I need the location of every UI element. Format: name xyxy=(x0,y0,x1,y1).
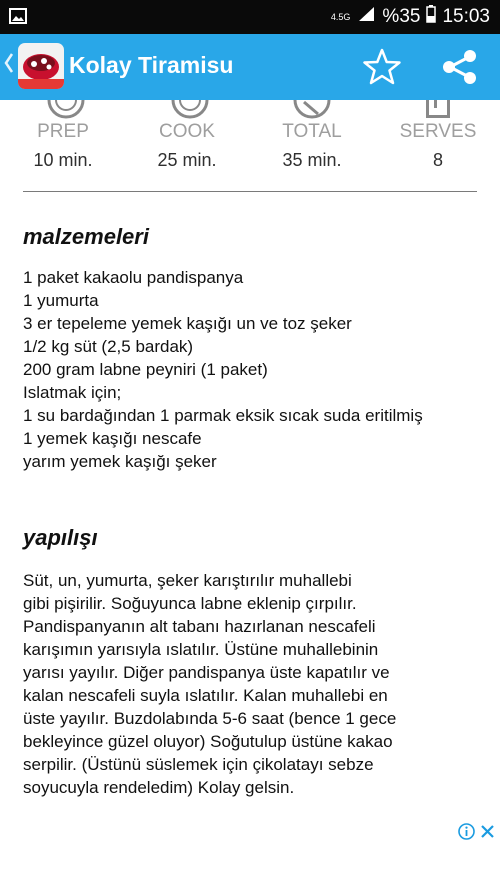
stat-label: SERVES xyxy=(399,121,477,142)
app-logo[interactable] xyxy=(18,43,64,89)
ingredient-line: 1 yumurta xyxy=(23,291,99,310)
direction-line: üste yayılır. Buzdolabında 5-6 saat (bence 1 gece xyxy=(23,709,397,728)
ingredient-line: 1/2 kg süt (2,5 bardak) xyxy=(23,337,194,356)
ingredients-list xyxy=(23,266,478,473)
ingredient-line: 1 paket kakaolu pandispanya xyxy=(23,268,244,287)
direction-line: soyucuyla rendeledim) Kolay gelsin. xyxy=(23,778,295,797)
ingredient-line: Islatmak için; xyxy=(23,383,122,402)
stat-label: PREP xyxy=(37,121,89,142)
stat-total xyxy=(252,121,372,171)
divider xyxy=(23,191,477,192)
battery-level: %35 xyxy=(382,6,421,27)
direction-line: kalan nescafeli suyla ıslatılır. Kalan muhallebi en xyxy=(23,686,388,705)
stat-prep xyxy=(3,121,123,171)
gallery-icon xyxy=(9,8,27,29)
share-icon[interactable] xyxy=(442,50,478,89)
stat-value: 8 xyxy=(432,150,443,170)
back-arrow-icon[interactable] xyxy=(4,52,14,80)
stat-value: 25 min. xyxy=(157,150,217,170)
network-type: 4.5G xyxy=(330,11,351,22)
stat-label: COOK xyxy=(159,121,215,142)
ingredient-line: yarım yemek kaşığı şeker xyxy=(23,452,217,471)
stat-value: 10 min. xyxy=(33,150,93,170)
clock: 15:03 xyxy=(442,6,490,27)
stat-cook xyxy=(127,121,247,171)
signal-icon xyxy=(358,6,376,28)
stat-value: 35 min. xyxy=(282,150,342,170)
direction-line: bekleyince güzel oluyor) Soğutulup üstüne kakao xyxy=(23,732,393,751)
stat-label: TOTAL xyxy=(282,121,342,142)
ingredient-line: 3 er tepeleme yemek kaşığı un ve toz şeker xyxy=(23,314,352,333)
close-icon[interactable] xyxy=(480,824,495,844)
direction-line: gibi pişirilir. Soğuyunca labne eklenip çırpılır. xyxy=(23,594,357,613)
info-icon[interactable] xyxy=(458,823,475,845)
page-title: Kolay Tiramisu xyxy=(69,52,234,78)
star-icon[interactable] xyxy=(362,48,402,91)
direction-line: serpilir. (Üstünü süslemek için çikolatayı sebze xyxy=(23,755,374,774)
ingredient-line: 1 su bardağından 1 parmak eksik sıcak suda eritilmiş xyxy=(23,406,423,425)
stat-serves xyxy=(378,121,498,171)
direction-line: karışımın yarısıyla ıslatılır. Üstüne muhallebinin xyxy=(23,640,379,659)
app-bar xyxy=(0,34,500,100)
ingredient-line: 200 gram labne peyniri (1 paket) xyxy=(23,360,268,379)
battery-icon xyxy=(426,5,436,29)
status-bar xyxy=(0,0,500,34)
direction-line: Pandispanyanın alt tabanı hazırlanan nescafeli xyxy=(23,617,376,636)
directions-heading: yapılışı xyxy=(23,525,98,550)
ingredient-line: 1 yemek kaşığı nescafe xyxy=(23,429,202,448)
direction-line: Süt, un, yumurta, şeker karıştırılır muhallebi xyxy=(23,571,352,590)
ingredients-heading: malzemeleri xyxy=(23,224,149,249)
direction-line: yarısı yayılır. Diğer pandispanya üste kapatılır ve xyxy=(23,663,390,682)
directions-text xyxy=(23,569,478,799)
